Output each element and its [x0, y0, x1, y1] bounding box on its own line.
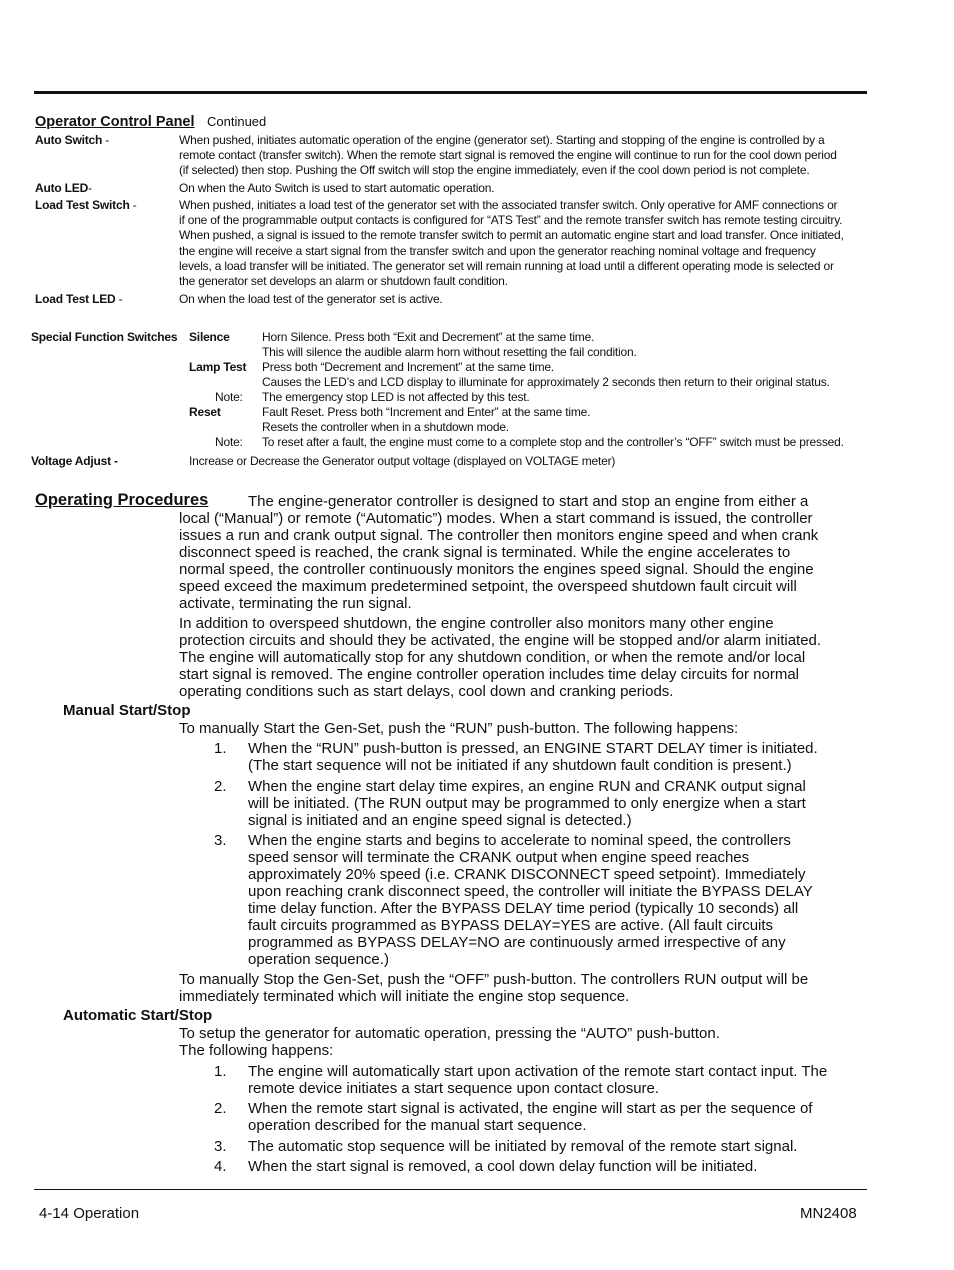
load-test-led-label: Load Test LED -: [35, 292, 123, 306]
auto-title: Automatic Start/Stop: [63, 1007, 213, 1024]
auto-intro: To setup the generator for automatic operation, pressing the “AUTO” push-button. The following happens:: [179, 1025, 720, 1059]
manual-intro: To manually Start the Gen-Set, push the “RUN” push-button. The following happens:: [179, 720, 739, 737]
procedures-p1: local (“Manual”) or remote (“Automatic”) modes. When a start command is issued, the controller issues a run and crank output signal. The controller then monitors engine speed and when crank disconnect speed is reached, the crank signal is terminated. While the engine accelerates to normal speed, the controller continuously monitors the engines speed signal. Should the engine speed exceed the maximum predetermined setpoint, the overspeed shutdown fault circuit will activate, terminating the run signal.: [179, 510, 819, 612]
lamp-test-desc: Press both “Decrement and Increment” at the same time. Causes the LED’s and LCD display to illuminate for approximately 2 seconds then return to their original status. The emergency stop LED is not affected by this test.: [262, 360, 830, 405]
silence-label: Silence: [189, 330, 230, 344]
voltage-adjust-desc: Increase or Decrease the Generator output voltage (displayed on VOLTAGE meter): [189, 454, 616, 468]
auto-led-desc: On when the Auto Switch is used to start automatic operation.: [179, 181, 495, 195]
special-function-label: Special Function Switches: [31, 330, 178, 344]
load-test-led-desc: On when the load test of the generator set is active.: [179, 292, 443, 306]
manual-step: When the engine start delay time expires, an engine RUN and CRANK output signal will be initiated. (The RUN output may be programmed to only energize when a start signal is initiated and an engine speed signal is detected.): [248, 778, 806, 829]
auto-step: The automatic stop sequence will be initiated by removal of the remote start signal.: [248, 1138, 798, 1155]
auto-step: The engine will automatically start upon activation of the remote start contact input. The remote device initiates a start sequence upon contact closure.: [248, 1063, 828, 1097]
header-rule: [34, 91, 867, 94]
manual-step-number: 3.: [214, 832, 227, 849]
procedures-p1-first: The engine-generator controller is designed to start and stop an engine from either a: [248, 493, 809, 510]
auto-step-number: 1.: [214, 1063, 227, 1080]
auto-switch-label: Auto Switch -: [35, 133, 110, 147]
silence-desc: Horn Silence. Press both “Exit and Decrement” at the same time. This will silence the audible alarm horn without resetting the fail condition.: [262, 330, 637, 360]
procedures-p2: In addition to overspeed shutdown, the engine controller also monitors many other engine protection circuits and should they be activated, the engine will be stopped and/or alarm initiated. The engine will automatically stop for any shutdown condition, or when the remote and/or local start signal is removed. The engine controller operation includes time delay circuits for normal operating conditions such as start delays, cool down and cranking periods.: [179, 615, 822, 700]
manual-step: When the engine starts and begins to accelerate to nominal speed, the controllers speed sensor will terminate the CRANK output when engine speed reaches approximately 20% speed (i.e. CRANK DISCONNECT speed setpoint). Immediately upon reaching crank disconnect speed, the controller will initiate the BYPASS DELAY time delay function. After the BYPASS DELAY time period (typically 10 seconds) all fault circuits programmed as BYPASS DELAY=YES are active. (All fault circuits programmed as BYPASS DELAY=NO are continuously armed irrespective of any operation sequence.): [248, 832, 813, 968]
footer-doc-number: MN2408: [800, 1205, 857, 1222]
auto-step-number: 4.: [214, 1158, 227, 1175]
auto-step: When the start signal is removed, a cool down delay function will be initiated.: [248, 1158, 758, 1175]
auto-step: When the remote start signal is activated, the engine will start as per the sequence of operation described for the manual start sequence.: [248, 1100, 813, 1134]
auto-step-number: 3.: [214, 1138, 227, 1155]
manual-stop: To manually Stop the Gen-Set, push the “OFF” push-button. The controllers RUN output will be immediately terminated which will initiate the engine stop sequence.: [179, 971, 809, 1005]
lamp-note-label: Note:: [215, 390, 243, 404]
ocp-continued: Continued: [206, 114, 267, 129]
manual-step-number: 2.: [214, 778, 227, 795]
auto-step-number: 2.: [214, 1100, 227, 1117]
reset-note-label: Note:: [215, 435, 243, 449]
lamp-test-label: Lamp Test: [189, 360, 247, 374]
footer-rule: [34, 1189, 867, 1190]
procedures-title: Operating Procedures: [35, 491, 209, 509]
reset-desc: Fault Reset. Press both “Increment and Enter” at the same time. Resets the controller when in a shutdown mode. To reset after a fault, the engine must come to a complete stop and the controller’s “OFF” switch must be pressed.: [262, 405, 844, 450]
load-test-switch-desc: When pushed, initiates a load test of the generator set with the associated transfer switch. Only operative for AMF connections or if one of the programmable output contacts is configured for “ATS Test” and the remote transfer switch has remote testing circuitry. When pushed, a signal is issued to the remote transfer switch to permit an automatic engine start and load transfer. Once initiated, the engine will receive a start signal from the transfer switch and upon the generator reaching nominal voltage and frequency levels, a load transfer will be initiated. The generator set will remain running at load until a different operating mode is selected or the generator set develops an alarm or shutdown fault condition.: [179, 198, 844, 289]
auto-led-label: Auto LED-: [35, 181, 92, 195]
manual-step-number: 1.: [214, 740, 227, 757]
voltage-adjust-label: Voltage Adjust -: [31, 454, 118, 468]
load-test-switch-label: Load Test Switch -: [35, 198, 137, 212]
reset-label: Reset: [189, 405, 221, 419]
footer-page-label: 4-14 Operation: [39, 1205, 140, 1222]
auto-switch-desc: When pushed, initiates automatic operation of the engine (generator set). Starting and stopping of the engine is controlled by a remote contact (transfer switch). When the remote start signal is removed the engine will continue to run for the cool down period (if selected) then stop. Pushing the Off switch will stop the engine immediately, even if the cool down period is not complete.: [179, 133, 837, 178]
ocp-title: Operator Control Panel: [35, 114, 195, 130]
manual-title: Manual Start/Stop: [63, 702, 191, 719]
ocp-heading: [35, 113, 266, 131]
manual-step: When the “RUN” push-button is pressed, an ENGINE START DELAY timer is initiated. (The start sequence will not be initiated if any shutdown fault condition is present.): [248, 740, 818, 774]
